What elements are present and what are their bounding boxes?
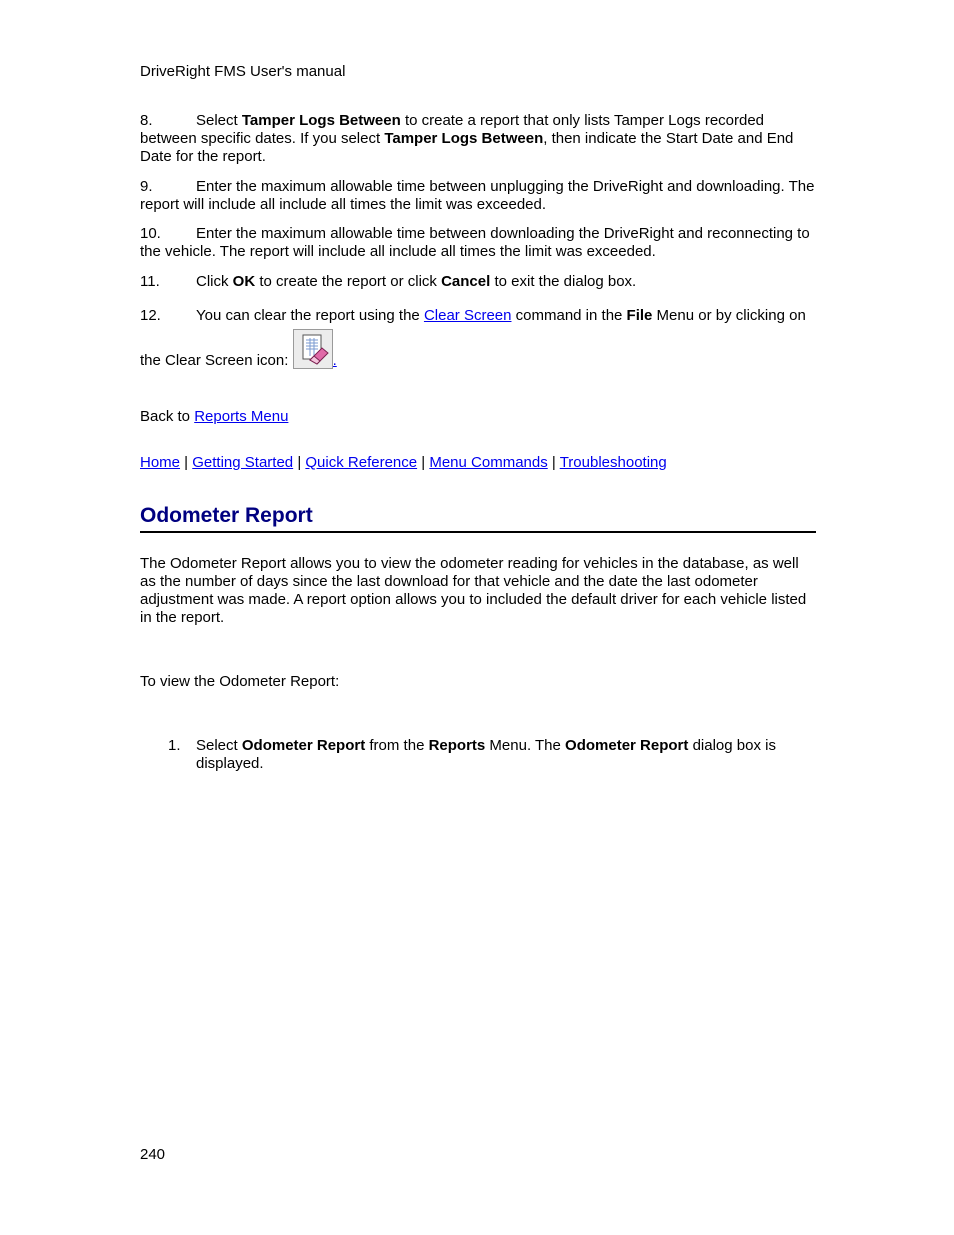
back-prefix: Back to — [140, 408, 195, 425]
step-text: to create the report or click — [255, 273, 442, 290]
step-bold: Odometer Report — [241, 737, 366, 754]
navigation-bar — [140, 454, 667, 472]
manual-title: DriveRight FMS User's manual — [140, 63, 346, 80]
nav-separator: | — [417, 454, 430, 471]
clear-screen-icon[interactable] — [293, 329, 333, 369]
step-text: dialog box is displayed. — [196, 737, 776, 772]
step-bold: Odometer Report — [565, 737, 689, 754]
step-12 — [140, 302, 816, 374]
step-text: Select — [196, 737, 242, 754]
step-number: 8. — [140, 112, 153, 129]
list-text — [196, 737, 816, 773]
step-number: 11. — [140, 273, 160, 290]
step-9 — [140, 178, 816, 214]
step-text: You can clear the report using the — [196, 307, 424, 324]
file-menu-bold: File — [626, 307, 653, 324]
step-text: , then indicate the Start Date and End Date for the report. — [140, 130, 794, 165]
step-text: Menu. The — [485, 737, 566, 754]
nav-home-link[interactable]: Home — [140, 454, 181, 471]
section-intro: The Odometer Report allows you to view the odometer reading for vehicles in the database, as well as the number of days since the last download for that vehicle and the date the last odometer adjustment was made. A report option allows you to included the default driver for each vehicle listed in the report. — [140, 555, 807, 626]
step-text: to create a report that only lists Tamper Logs recorded between specific dates. If you select — [140, 112, 765, 147]
page-number: 240 — [140, 1146, 166, 1163]
step-text: Select — [196, 112, 242, 129]
list-number: 1. — [168, 737, 181, 754]
nav-quick-reference-link[interactable]: Quick Reference — [305, 454, 418, 471]
step-10 — [140, 225, 816, 261]
step-bold: Tamper Logs Between — [384, 130, 544, 147]
step-text: Menu or by clicking on the Clear Screen icon: — [140, 307, 806, 369]
clear-screen-icon-link[interactable]: . — [332, 352, 337, 369]
step-text: Enter the maximum allowable time between downloading the DriveRight and reconnecting to the vehicle. The report will include all include all times the limit was exceeded. — [140, 225, 810, 260]
nav-troubleshooting-link[interactable]: Troubleshooting — [559, 454, 667, 471]
clear-screen-link[interactable]: Clear Screen — [423, 307, 512, 324]
step-text: command in the — [511, 307, 627, 324]
step-text: Click — [196, 273, 233, 290]
to-view-text: To view the Odometer Report: — [140, 673, 340, 690]
step-8 — [140, 112, 816, 166]
nav-separator: | — [180, 454, 193, 471]
step-11 — [140, 273, 816, 291]
nav-separator: | — [547, 454, 560, 471]
step-number: 10. — [140, 225, 161, 242]
step-text: to exit the dialog box. — [490, 273, 637, 290]
list-item — [140, 737, 816, 773]
back-to-reports — [140, 408, 288, 426]
step-bold: Cancel — [441, 273, 491, 290]
nav-separator: | — [293, 454, 306, 471]
step-bold: Tamper Logs Between — [241, 112, 401, 129]
step-number: 9. — [140, 178, 153, 195]
step-text: from the — [365, 737, 429, 754]
reports-menu-link[interactable]: Reports Menu — [194, 408, 289, 425]
nav-menu-commands-link[interactable]: Menu Commands — [429, 454, 548, 471]
section-heading: Odometer Report — [140, 502, 816, 533]
step-bold: Reports — [428, 737, 486, 754]
step-text: Enter the maximum allowable time between unplugging the DriveRight and downloading. The report will include all include all times the limit was exceeded. — [140, 178, 815, 213]
step-number: 12. — [140, 307, 161, 324]
nav-getting-started-link[interactable]: Getting Started — [192, 454, 294, 471]
step-bold: OK — [232, 273, 256, 290]
